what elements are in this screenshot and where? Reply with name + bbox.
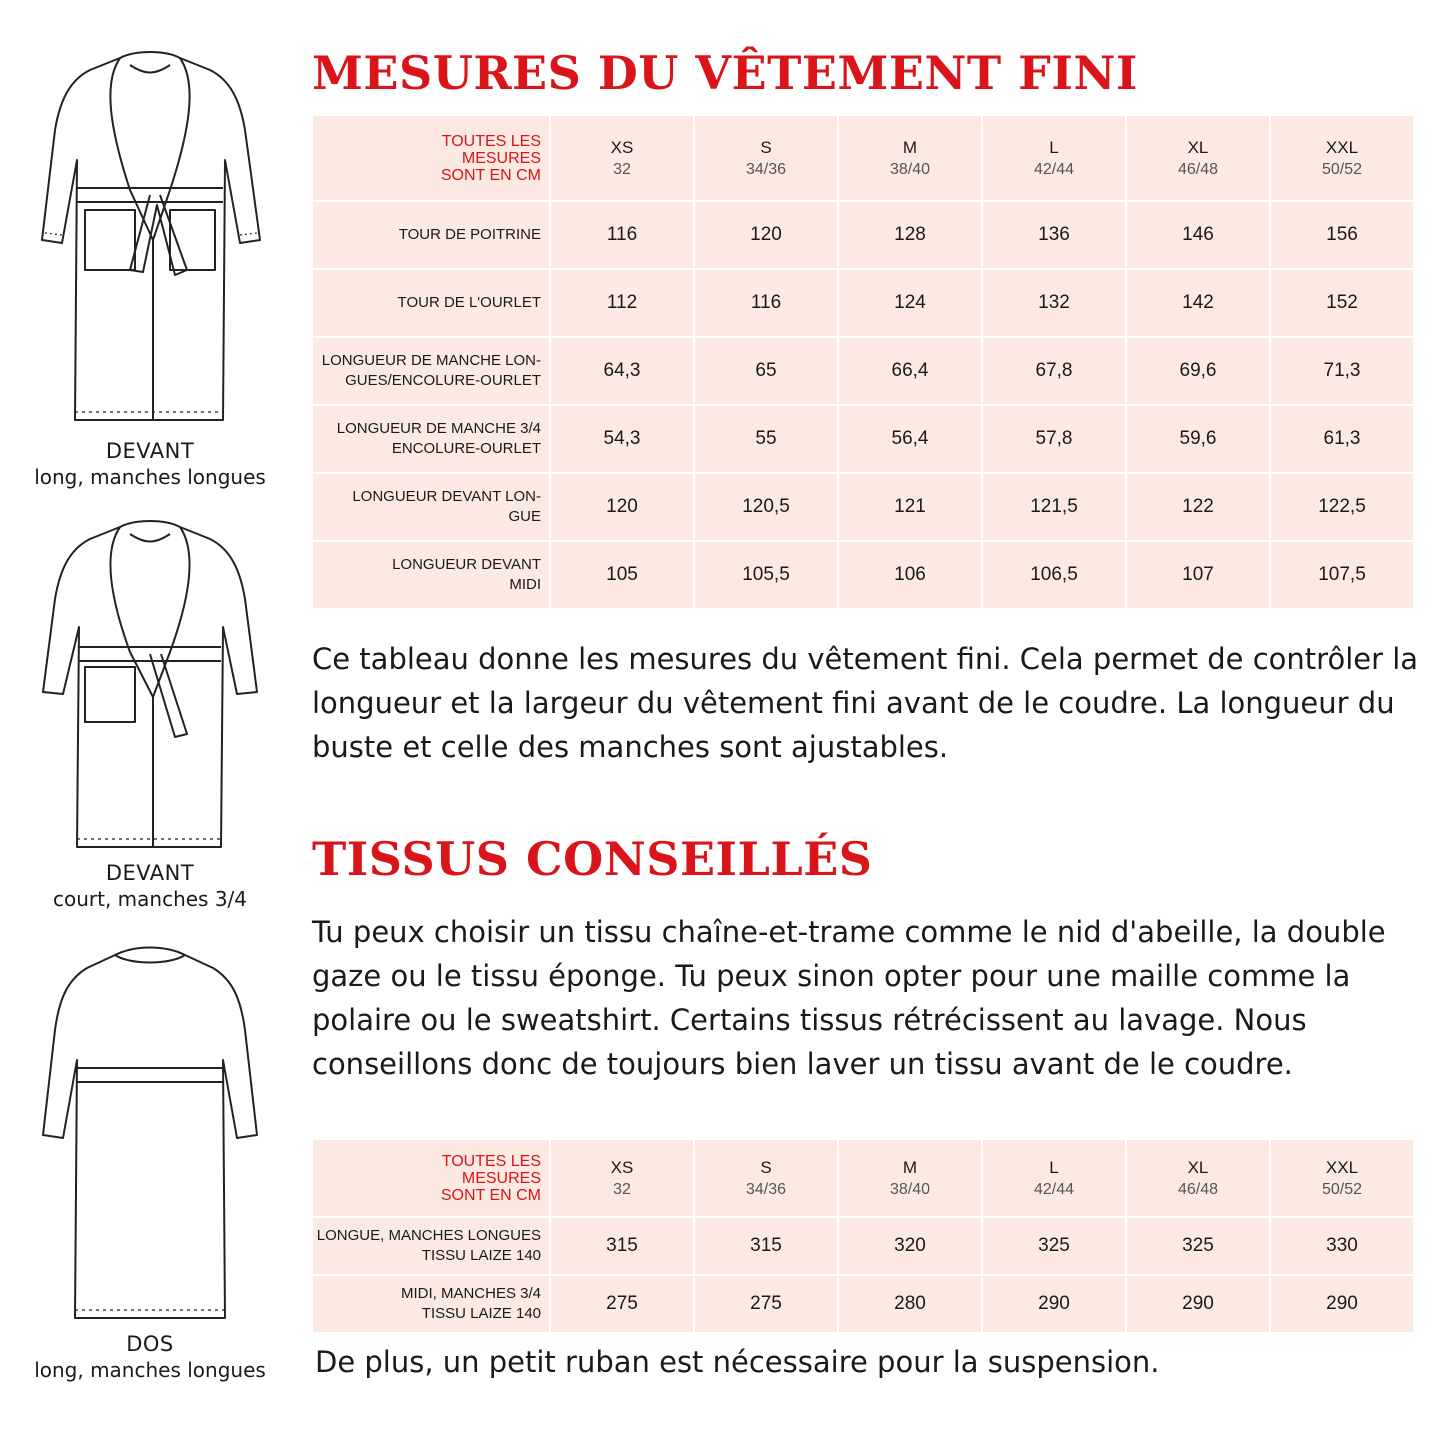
table-row [313, 202, 1413, 270]
size-header [983, 116, 1125, 202]
table-cell: 290 [1127, 1276, 1269, 1334]
table-cell: 290 [983, 1276, 1125, 1334]
robe-front-short-drawing [35, 512, 265, 857]
row-label-line: TISSU LAIZE 140 [421, 1247, 541, 1264]
size-number: 42/44 [1033, 160, 1075, 178]
size-header [1127, 1140, 1269, 1218]
size-code: XS [610, 1157, 634, 1177]
size-number: 42/44 [1033, 1180, 1075, 1198]
table-cell: 65 [695, 338, 837, 406]
size-header [551, 116, 693, 202]
table-cell: 106,5 [983, 542, 1125, 610]
unit-note [313, 1140, 549, 1218]
row-label-line: LONGUEUR DE MANCHE 3/4 [336, 420, 541, 437]
table-cell: 57,8 [983, 406, 1125, 474]
table-cell: 156 [1271, 202, 1413, 270]
unit-note-line: MESURES [461, 149, 541, 167]
section-title-measurements: MESURES DU VÊTEMENT FINI [312, 46, 1138, 100]
table-cell: 56,4 [839, 406, 981, 474]
size-code: M [902, 137, 918, 157]
row-label [313, 270, 549, 338]
table-cell: 325 [1127, 1218, 1269, 1276]
size-header [695, 116, 837, 202]
section-title-fabrics: TISSUS CONSEILLÉS [312, 832, 873, 886]
unit-note [313, 116, 549, 202]
row-label [313, 202, 549, 270]
unit-note-line: TOUTES LES [441, 132, 541, 150]
illustration-title: DOS [126, 1332, 174, 1356]
row-label-line: TOUR DE POITRINE [398, 226, 541, 243]
fabrics-description: Tu peux choisir un tissu chaîne-et-trame comme le nid d'abeille, la double gaze ou le tissu éponge. Tu peux sinon opter pour une maille comme la polaire ou le sweatshirt. Certains tissus rétrécissent au lavage. Nous conseillons donc de toujours bien laver un tissu avant de le coudre. [312, 915, 1386, 1081]
unit-note-line: SONT EN CM [440, 166, 541, 184]
table-cell: 55 [695, 406, 837, 474]
size-header [1271, 1140, 1413, 1218]
row-label-line: ENCOLURE-OURLET [391, 440, 541, 457]
measurements-table [311, 116, 1415, 610]
row-label [313, 338, 549, 406]
measurements-description: Ce tableau donne les mesures du vêtement fini. Cela permet de contrôler la longueur et la largeur du vêtement fini avant de le coudre. La longueur du buste et celle des manches sont ajustables. [312, 642, 1419, 764]
size-header [1127, 116, 1269, 202]
size-code: XL [1187, 1157, 1209, 1177]
table-header-row [313, 1140, 1413, 1218]
table-cell: 106 [839, 542, 981, 610]
size-number: 38/40 [889, 160, 931, 178]
table-row [313, 474, 1413, 542]
size-code: XXL [1325, 1157, 1359, 1177]
table-cell: 116 [551, 202, 693, 270]
table-cell: 132 [983, 270, 1125, 338]
row-label-line: MIDI [509, 576, 541, 593]
table-row [313, 1218, 1413, 1276]
illustration-title: DEVANT [105, 861, 195, 885]
size-number: 38/40 [889, 1180, 931, 1198]
table-cell: 121,5 [983, 474, 1125, 542]
table-cell: 128 [839, 202, 981, 270]
row-label [313, 474, 549, 542]
table-cell: 275 [551, 1276, 693, 1334]
row-label-line: TOUR DE L'OURLET [397, 294, 541, 311]
row-label [313, 1276, 549, 1334]
size-code: XL [1187, 137, 1209, 157]
row-label-line: LONGUEUR DEVANT LON- [352, 488, 541, 505]
row-label [313, 406, 549, 474]
table-header-row [313, 116, 1413, 202]
table-cell: 112 [551, 270, 693, 338]
table-cell: 66,4 [839, 338, 981, 406]
size-code: L [1049, 137, 1059, 157]
table-cell: 122 [1127, 474, 1269, 542]
fabric-quantity-table [311, 1140, 1415, 1334]
unit-note-line: SONT EN CM [440, 1186, 541, 1204]
table-cell: 67,8 [983, 338, 1125, 406]
table-cell: 107,5 [1271, 542, 1413, 610]
unit-note-line: TOUTES LES [441, 1152, 541, 1170]
size-number: 50/52 [1321, 1180, 1363, 1198]
size-code: M [902, 1157, 918, 1177]
illustration-title: DEVANT [105, 439, 195, 463]
size-header [695, 1140, 837, 1218]
size-number: 32 [613, 160, 631, 178]
table-cell: 315 [551, 1218, 693, 1276]
illustration-subtitle: court, manches 3/4 [52, 887, 248, 911]
table-cell: 120 [551, 474, 693, 542]
table-cell: 325 [983, 1218, 1125, 1276]
table-row [313, 270, 1413, 338]
row-label-line: LONGUE, MANCHES LONGUES [316, 1227, 541, 1244]
table-cell: 107 [1127, 542, 1269, 610]
size-code: S [760, 1157, 772, 1177]
row-label-line: GUES/ENCOLURE-OURLET [345, 372, 541, 389]
table-cell: 315 [695, 1218, 837, 1276]
size-header [1271, 116, 1413, 202]
table-cell: 280 [839, 1276, 981, 1334]
size-number: 50/52 [1321, 160, 1363, 178]
size-header [839, 1140, 981, 1218]
table-cell: 71,3 [1271, 338, 1413, 406]
row-label-line: LONGUEUR DEVANT [392, 556, 541, 573]
size-code: XXL [1325, 137, 1359, 157]
table-cell: 116 [695, 270, 837, 338]
table-cell: 146 [1127, 202, 1269, 270]
size-number: 32 [613, 1180, 631, 1198]
table-cell: 69,6 [1127, 338, 1269, 406]
table-cell: 124 [839, 270, 981, 338]
table-row [313, 542, 1413, 610]
table-cell: 275 [695, 1276, 837, 1334]
table-row [313, 1276, 1413, 1334]
illustration-subtitle: long, manches longues [34, 465, 266, 489]
robe-back-drawing [35, 940, 265, 1328]
size-header [839, 116, 981, 202]
table-cell: 320 [839, 1218, 981, 1276]
table-cell: 330 [1271, 1218, 1413, 1276]
row-label-line: LONGUEUR DE MANCHE LON- [321, 352, 541, 369]
row-label-line: GUE [508, 508, 541, 525]
size-code: L [1049, 1157, 1059, 1177]
size-code: XS [610, 137, 634, 157]
illustration-front-long [20, 40, 280, 489]
ribbon-note: De plus, un petit ruban est nécessaire pour la suspension. [315, 1345, 1160, 1379]
table-cell: 64,3 [551, 338, 693, 406]
row-label-line: MIDI, MANCHES 3/4 [400, 1285, 541, 1302]
size-header [551, 1140, 693, 1218]
table-row [313, 338, 1413, 406]
table-row [313, 406, 1413, 474]
size-number: 34/36 [745, 1180, 787, 1198]
row-label [313, 1218, 549, 1276]
table-cell: 142 [1127, 270, 1269, 338]
table-cell: 136 [983, 202, 1125, 270]
table-cell: 61,3 [1271, 406, 1413, 474]
illustration-back [20, 940, 280, 1382]
table-cell: 120,5 [695, 474, 837, 542]
table-cell: 54,3 [551, 406, 693, 474]
table-cell: 105,5 [695, 542, 837, 610]
table-cell: 121 [839, 474, 981, 542]
size-code: S [760, 137, 772, 157]
size-number: 46/48 [1177, 160, 1219, 178]
robe-front-long-drawing [35, 40, 265, 435]
row-label [313, 542, 549, 610]
table-cell: 152 [1271, 270, 1413, 338]
table-cell: 59,6 [1127, 406, 1269, 474]
table-cell: 120 [695, 202, 837, 270]
table-cell: 122,5 [1271, 474, 1413, 542]
illustration-subtitle: long, manches longues [34, 1358, 266, 1382]
table-cell: 105 [551, 542, 693, 610]
illustration-front-short [20, 512, 280, 911]
unit-note-line: MESURES [461, 1169, 541, 1187]
size-number: 46/48 [1177, 1180, 1219, 1198]
size-header [983, 1140, 1125, 1218]
table-cell: 290 [1271, 1276, 1413, 1334]
row-label-line: TISSU LAIZE 140 [421, 1305, 541, 1322]
size-number: 34/36 [745, 160, 787, 178]
